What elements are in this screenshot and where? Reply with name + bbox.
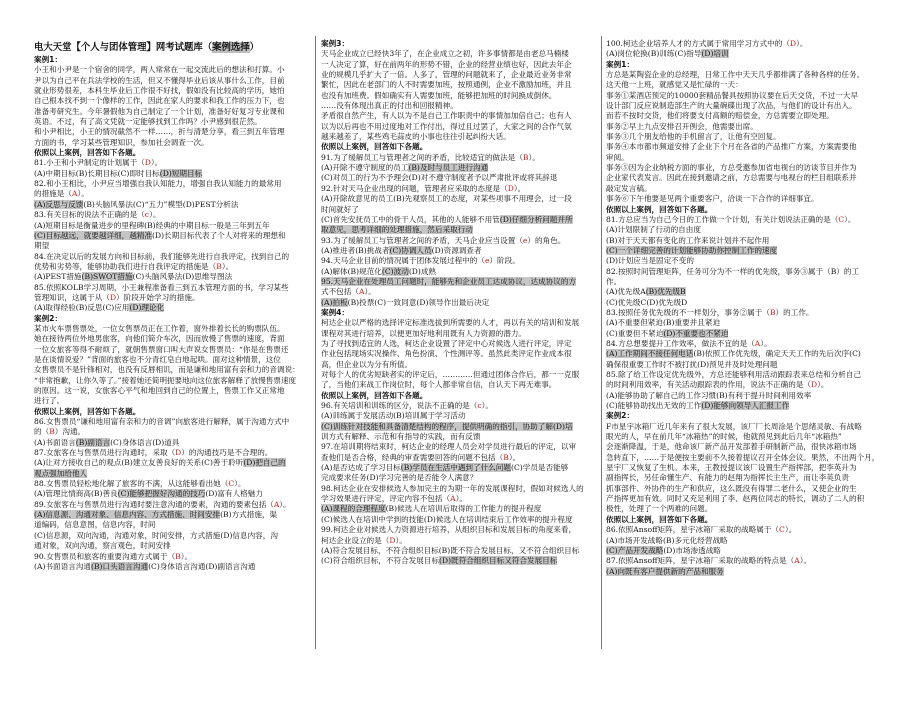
column-left (34, 55, 311, 706)
text-line: 81.方总应当为自己今日的工作做一个计划，有关计划说法正确的是（C）。 (606, 214, 856, 224)
answer-letter: B (175, 551, 181, 561)
text-line: 观点强加给他人 (34, 468, 88, 478)
text-line: 道编码，信息意图，信息内容，时间 (34, 520, 156, 530)
text-line: 这天他一上班，就感觉又是忙碌的一天： (606, 80, 743, 90)
text-line: 繁忙，因此在老部门的人不时需要加班，按照通例，企业不激励加班，并且 (321, 80, 572, 90)
document-title (34, 41, 259, 55)
text-line: “非常抱歉，让你久等了。”接着她还简明扼要地向这位旅客解释了放慢售票速度 (34, 375, 297, 385)
text-line: 设计部门反应说制造部生产的大量碗碟出现了次品，与他们的设计有出入。 (606, 101, 857, 111)
text-line: (A)反思与反馈(B)头脑风暴法(C)“五力”模型(D)PEST分析法 (34, 199, 239, 209)
text-line: 进行了。 (34, 396, 65, 406)
text-line: 式不包括（A）。 (321, 287, 376, 297)
text-line: (C)一个详细完善的计划能够协助你控制工作的速度 (606, 245, 778, 255)
answer-letter: D (389, 535, 396, 545)
section-heading: 案例4： (321, 307, 350, 317)
text-line: (A)开除故意见的员工(B)先观察员工的态度，对某些项事不用理会，过一段 (321, 194, 572, 204)
text-line: F市星宇冰箱厂近几年来有了很大发展，该厂厂长周涂是个思绪灵敏、有战略 (606, 421, 862, 431)
text-line: (C)对员工的行为不予理会(D)对不遵守制度者予以严肃批评或将其辞退 (321, 173, 558, 183)
text-line: 英语。不过，有了高文凭就一定能够找到工作吗？小尹感到很茫然。 (34, 117, 262, 127)
answer-letter: A (754, 338, 761, 348)
text-line: 会逐渐降温，于是，他命该厂新产品开发部着手研制新产品，很快冰箱市场 (606, 442, 857, 452)
text-line: 事务⑤因为企业纳税方面的事业，方总受邀参加省电视台的访谈节目并作为 (606, 163, 857, 173)
section-heading: 依照以上案例，回答如下各题。 (606, 514, 713, 524)
text-line: 事务③几个朋友给他的手机留言了，让他有空回复。 (606, 132, 781, 142)
text-line: 事务①某酒店预定的10000套精品餐具按照协议要在后天交货，不过一大早 (606, 90, 858, 100)
text-line: 星宇厂又恢复了生机。本来，王教授提议该厂设置生产指挥部，把李英升为 (606, 463, 857, 473)
text-line: 柯达企业以严格的选择评定标准选拔到所需要的人才，再以有关的培训和发展 (321, 318, 580, 328)
text-line: ……没有体现出真正的付出和回报精神。 (321, 101, 458, 111)
text-line: 87.依照Ansoff矩阵，星宇冰箱厂采取的战略的特点是（A）。 (606, 556, 812, 566)
text-line: 审阅。 (606, 152, 629, 162)
answer-letter: D (789, 39, 797, 48)
section-heading: 案例1： (606, 59, 635, 69)
text-line: (A)向既有客户提供新的产品和服务 (606, 566, 724, 576)
text-line: 一位女旅客等得不耐烦了，就朝售票窗口叫大声说女售票员：“你是在售票还 (34, 344, 289, 354)
answer-letter: C (779, 525, 785, 535)
text-line: (A)课程的合理程度(B)候选人在培训后取得的工作能力的提升程度 (321, 504, 542, 514)
title-highlight: 案例选择 (212, 42, 250, 53)
answer-letter: B (503, 452, 509, 462)
text-line: 92.针对天马企业出现的问题，管理者应采取的态度是（D）。 (321, 183, 526, 193)
answer-letter: B (49, 427, 55, 437)
text-line: (A)工作期间不接任何电话(B)依照工作优先级，确定天天工作的先后次序(C) (606, 349, 861, 359)
answer-letter: D (109, 292, 117, 302)
text-line: 85.依照KOLB学习周期，小王兼程准备看三到五本管理方面的书，学习某些 (34, 282, 289, 292)
text-line: (A)能够协助了解自己的工作习惯(B)有利于提升时间利用效率 (606, 390, 812, 400)
text-line: 和小尹相比，小王的情况截然不一样……，折与清楚分享，看三到五年管理 (34, 127, 285, 137)
text-line: (A)中期目标(B)长期目标(C)即时目标(D)短期目标 (34, 168, 203, 178)
text-line: (A)不重要但紧迫(B)重要并且紧迫 (606, 318, 721, 328)
text-line: 91.为了缓解员工与管理者之间的矛盾，比较适宜的做法是（B）。 (321, 152, 540, 162)
text-line: 82.和小王相比，小尹应当增强自我认知能力，增强自我认知能力的最常用 (34, 179, 282, 189)
answer-letter: C (228, 479, 235, 489)
answer-letter: D (507, 183, 514, 193)
text-line: (C)目标越远，就要越详细，越精准(D)长期目标代表了个人对将来的理想和 (34, 230, 286, 240)
text-line: 高，但企业以为分有所值。 (321, 359, 413, 369)
answer-letter: D (144, 158, 151, 168)
text-line: 89.女旅客在与售票员进行沟通时要注意沟通的要素，沟通的要素包括（A）。 (34, 499, 291, 509)
title-prefix: 电大天堂【个人与团体管理】网考试题库（ (34, 42, 213, 53)
text-line: 作。 (606, 276, 622, 286)
text-line: 作业包括现场实况操作、角色扮演、个性测评等。虽然此类评定作业成本很 (321, 349, 572, 359)
text-line: 就业形势很差，本科生毕业后工作很不好找，假如没有比较高的学历，她怕 (34, 86, 285, 96)
answer-letter: A (71, 189, 78, 199)
answer-letter: c (477, 401, 482, 411)
text-line: 为了寻找到适宜的人选，柯达企业设置了评定中心对候选人进行评定，评定 (321, 338, 572, 348)
text-line: 对每个人的优劣短缺者实的评定后，…………但通过团体合作后，都一一克服 (321, 370, 580, 379)
text-line: 抓事部件、外协件的生产和供应，这么既没有得罪二老什么，又使企业的生 (606, 483, 857, 493)
text-line: 急转直下，……于是便按主要前不久接着提议召开全体会议。果然，不出两个月， (606, 452, 880, 462)
text-line: 查他们是否合格，经典的审查需要回答的问题不包括（B）。 (321, 452, 521, 462)
text-line: 她在接待两位外地男旅客，向他们简介车次，因而放慢了售票的速度，背面 (34, 334, 285, 344)
text-line: (A)推进者(B)挑战者(C)协调人员(D)资源调查者 (321, 245, 482, 255)
text-line: 也没有加班费。假如确实有人需要加班，能够把加班的时间换成倒休。 (321, 90, 557, 100)
text-line: 事务⑥下午他要是见两个重要客户，洽谈一下合作的详细事宜。 (606, 194, 819, 204)
text-line: (A)计划限制了行动的自由度 (606, 225, 701, 235)
text-line: 产指挥更加有效。同时又充足利用了李、赵两位同志的特长，调动了二人的积 (606, 494, 865, 504)
text-line: (A)拍板(B)投票(C)一致同意(D)领导作出最后决定 (321, 297, 490, 307)
text-line: 95.天马企业在处理员工问题时，能够先和企业员工达成协议，达成协议的方 (321, 276, 577, 286)
text-line: (A)PEST措施(B)SWOT措施(C)头脑风暴法(D)思维导图法 (34, 272, 233, 282)
text-line: 87.女旅客在与售票员进行沟通时，采取（D）的沟通技巧是不合理的。 (34, 448, 273, 458)
text-line: 优势和劣势等，能够协助我们进行自我评定的措施是（B）。 (34, 261, 234, 271)
text-line: 眼光的人，早在前几年“冰箱热”的时候，他就预见到此后几年“冰箱热” (606, 432, 842, 442)
answer-letter: B (522, 152, 529, 162)
text-line: (A)是否达成了学习目标(B)学员在生活中遇到了什么问题(C)学员是否能够 (321, 463, 569, 473)
text-line: (A)管理比情商高(B)善良(C)能够把握好沟通的技巧(D)富有人格魅力 (34, 489, 263, 499)
text-line: 确保很重要工作时不被打扰(D)预见并及时处理问题 (606, 359, 778, 369)
answer-letter: A (358, 287, 365, 297)
text-line: 86.依照Ansoff矩阵，星宇冰箱厂采取的战略属于（C）。 (606, 525, 797, 535)
section-heading: 依照以上案例，回答如下各题。 (34, 148, 141, 158)
text-line: (C)符合组织目标，不符合发展目标(D)既符合组织目标又符合发展目标 (321, 556, 558, 566)
text-line: 副指挥长，另任命懂生产、有能力的赵翔为指挥长主生产，而让李英负责 (606, 473, 849, 483)
text-line: 的时间利用效率，有关活动跟踪表的作用，说法不正确的是（D）。 (606, 380, 829, 390)
text-line: 96.有关培训和训练的区分，说法不正确的是（c）。 (321, 401, 494, 411)
text-line: (A)书面语言(B)副语言(C)身体语言(D)道具 (34, 437, 180, 447)
text-line: 88.女售票员轻松地化解了旅客的不满，从这能够看出她（C）。 (34, 479, 246, 489)
text-line: 女售票员不是针锋相对，也没有反唇相讥，而是谦和地用富有亲和力的音调说： (34, 365, 300, 375)
text-line: 课程对其进行培养，以便更加好地利用既有人力资源的潜力。 (321, 328, 527, 338)
text-line: 83.按照任务优先级的不一样划分，事务②属于（B）的工作。 (606, 307, 814, 317)
text-line: 90.女售票员和旅客的重要沟通方式属于（B）。 (34, 551, 193, 561)
text-line: 学习效果进行评定，评定内容不包括（A）。 (321, 494, 467, 504)
column-middle (321, 39, 596, 690)
text-line: 通对象，双向沟通，察言观色，时间安排 (34, 541, 171, 551)
text-line: (A)解体(B)规范化(C)波动(D)成熟 (321, 266, 437, 276)
text-line: 时间就好了 (321, 204, 359, 214)
answer-letter: C (838, 214, 845, 224)
answer-letter: D (811, 380, 818, 390)
text-line: 小王和小尹是一个宿舍的同学，两人常常在一起交流此后的想法和打算。小 (34, 65, 285, 75)
section-heading: 案例2： (606, 411, 635, 421)
column-divider (315, 36, 316, 649)
text-line: 94.天马企业目前的情况属于团体发展过程中的（e）阶段。 (321, 256, 520, 266)
text-line: 天马企业成立已经快3年了，在企业成立之初，许多事情都是由老总马楠楼 (321, 49, 569, 59)
answer-letter: A (794, 556, 800, 566)
text-line: (C)重要但不紧迫(D)不重要也不紧迫 (606, 328, 729, 338)
text-line: 事务④本市都市频道安排了企业下个月在各省的产品推广方案，方案需要他 (606, 142, 857, 152)
text-line: 极性，处理了一个两难的问题。 (606, 504, 713, 514)
text-line: (C)产品开发战略(D)市场渗透战略 (606, 545, 721, 555)
text-line: 的（B）沟通。 (34, 427, 86, 437)
section-heading: 依照以上案例，回答如下各题。 (34, 406, 141, 416)
text-line: 准备考研究生。今年暑假他为自己制定了一个计划，准备好好复习专业课和 (34, 106, 285, 116)
text-line: 自己根本找不到一个像样的工作，因此在家人的要求和我工作的压力下，也 (34, 96, 285, 106)
section-heading: 依照以上案例，回答如下各题。 (606, 204, 713, 214)
column-divider (601, 36, 602, 649)
title-suffix: ） (249, 42, 260, 53)
text-line: 某市火车票售票处，一位女售票员正在工作着，窗外排着长长的购票队伍。 (34, 323, 285, 333)
answer-letter: e (484, 256, 490, 266)
text-line: 管理知识，这属于从（D）阶段开始学习的措施。 (34, 292, 200, 302)
text-line: 97.在培训期将结束时，柯达企业的经理人员会对学员进行最后的评定，以审 (321, 442, 577, 452)
text-line: (A)取得经验(B)反思(C)应用(D)理论化 (34, 303, 165, 313)
section-heading: 案例2： (34, 313, 63, 323)
text-line: 93.为了缓解员工与管理者之间的矛盾，天马企业应当设置（e）的角色。 (321, 235, 566, 245)
column-right (606, 39, 886, 690)
text-line: (A)优先级A(B)优先级B (606, 287, 686, 297)
text-line: 柯达企业设立的是（D）。 (321, 535, 407, 545)
answer-letter: A (273, 499, 280, 509)
section-heading: 案例1： (34, 55, 63, 64)
text-line: 86.女售票员“谦和地用富有亲和力的音调”向旅客进行解释，属于沟通方式中 (34, 417, 290, 427)
text-line: 企业家代表发言。因此在接到邀请之前，方总需要与电视台的栏目组联系并 (606, 173, 857, 183)
text-line: 83.有关目标的说法不正确的是（c）。 (34, 210, 161, 220)
text-line: 训方式有解释、示范和有指导的实践，而有反馈 (321, 432, 481, 442)
text-line: (A)开除不遵守制度的员工(B)及时与员工进行沟通 (321, 163, 489, 173)
text-line: 事务②早上九点安排召开例会，他需要出席。 (606, 121, 758, 131)
text-line: 方总是某陶瓷企业的总经理，日常工作中天天几乎都排满了各种各样的任务。 (606, 70, 865, 80)
text-line: (A)短期目标是衡量进步的里程碑(B)经典的中期目标一般是三年到五年 (34, 220, 270, 230)
text-line: 尹以为自己平在兵法学校的生活，但又不懂得毕业后该从事什么工作，目前 (34, 75, 285, 85)
text-line: (B)对于天天都有变化的工作来说计划并不起作用 (606, 235, 770, 245)
answer-letter: c (144, 210, 150, 220)
text-line: 完成要求任务(D)学习完善的是否能令人满意？ (321, 473, 478, 483)
text-line: 84.方总想要提升工作效率，做法不宜的是（A）。 (606, 338, 772, 348)
text-line: 方面的书，学习某些管理知识，参加社会调查一次。 (34, 137, 209, 147)
text-line: (C)首先安抚员工中的骨干人员，其他的人能够不用管(D)仔细分析问题并所 (321, 214, 573, 224)
text-line: 的原因。这一说，女旅客心平气和地回到自己的位置上，售票工作又正常地 (34, 386, 285, 395)
text-line: 而若不按时交货，他们将要支付高额的赔偿金，方总需要立即处理。 (606, 111, 834, 121)
answer-letter: D (175, 448, 182, 458)
text-line: 期望 (34, 241, 50, 251)
text-line: (C)能够协助找出无效的工作(D)能够向领导人汇报工作 (606, 401, 790, 411)
text-line: 取意见，思考详细的处理措施，然后采取行动 (321, 225, 473, 235)
text-line: (D)计划应当是固定不变的 (606, 256, 694, 266)
text-line: 82.按照时间管理矩阵，任务可分为不一样的优先级，事务③属于（B）的工 (606, 266, 860, 276)
answer-letter: B (769, 307, 776, 317)
text-line: (C)训练针对技能和具备清楚结构的程序，提供明确的指引，协助了解(D)培 (321, 421, 573, 431)
text-line: (A)让对方接收自己的观点(B)建立友善良好的关系(C)善于聆听(D)把自己的 (34, 458, 286, 468)
section-heading: 依照以上案例，回答如下各题。 (321, 142, 428, 152)
text-line: 一人决定了算，好在前两年的形势不错，企业的经营业绩也好，因此去年企 (321, 59, 572, 69)
text-line: (A)信息源、沟通对象、信息内容、方式措施、时间安排(B)方式措施，渠 (34, 510, 278, 520)
text-line: (C)优先级C(D)优先级D (606, 297, 688, 307)
text-line: 以为以后再也不用过度地对工作付出，得过且过罢了，大家之间的合作气氛 (321, 121, 572, 131)
text-line: 81.小王和小尹制定的计划属于（D）。 (34, 158, 163, 168)
text-line: 85.除了给工作设定优先级外，方总还能够利用活动跟踪表来总结和分析自己 (606, 370, 862, 379)
text-line: 业的规模几乎扩大了一倍。人多了，管理的问题就来了，企业最近业务非常 (321, 70, 572, 80)
text-line: 越来越差了，某些鸡毛蒜皮的小事也往往引起纠纷大话。 (321, 132, 511, 142)
text-line: (A)训练属于发展活动(B)培训属于学习活动 (321, 411, 466, 421)
text-line: 是在谈情说爱？”背面的旅客也不分青红皂白地起哄。面对这种情景，这位 (34, 354, 281, 364)
text-line: (A)书面语言沟通(B)口头语言沟通(C)身体语言沟通(D)副语言沟通 (34, 561, 256, 571)
section-heading: 案例3： (321, 39, 350, 48)
text-line: 敲定发言稿。 (606, 183, 652, 193)
answer-letter: e (522, 235, 528, 245)
text-line: (C)信息源，双向沟通，沟通对象，时间安排，方式措施(D)信息内容，沟 (34, 530, 278, 540)
text-line: (A)符合发展目标，不符合组织目标(B)既不符合发展目标，又不符合组织目标 (321, 545, 580, 555)
text-line: 98.柯达企业在安排候选人参加完主的为期一年的发展课程时，假如对候选人的 (321, 483, 584, 493)
section-heading: 依照以上案例，回答如下各题。 (321, 390, 428, 400)
text-line: (C)候选人在培训中学到的技能(D)候选人在培训结束后工作效率的提升程度 (321, 514, 573, 524)
text-line: (A)岗位轮换(B)训练(C)指导(D)培训 (606, 49, 729, 59)
text-line: 了，当他们来战工作岗位时，每个人都非常自信，自认天下再无难事。 (321, 380, 557, 390)
text-line: 99.柯达企业对候选人力资源进行培养，从组织目标和发展目标的角度来看， (321, 525, 577, 535)
text-line: 矛盾很自然产生，有人以为不是自己工作职责中的事情加加倍自己；也有人 (321, 111, 572, 121)
text-line: 的措施是（A）。 (34, 189, 89, 199)
answer-letter: B (216, 261, 222, 271)
text-line: 100.柯达企业培养人才的方式属于常用学习方式中的（D）。 (606, 39, 808, 48)
text-line: 84.在决定以后的发展方向和目标前，我们能够先进行自我评定，找到自己的 (34, 251, 290, 261)
text-line: (A)市场开发战略(B)多元化经营战略 (606, 535, 728, 545)
answer-letter: A (450, 494, 456, 504)
